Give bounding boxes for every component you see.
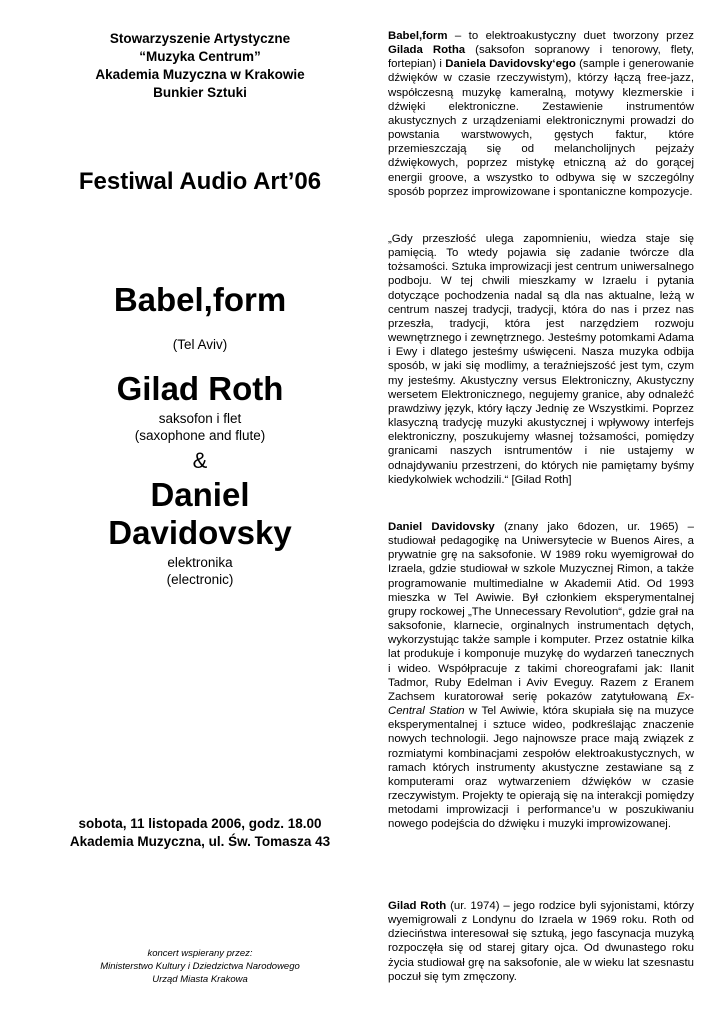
artist2-instr-en: (electronic) xyxy=(166,572,234,587)
organizer-line: Bunkier Sztuki xyxy=(153,85,247,100)
poster-left-column xyxy=(40,30,360,985)
event-venue: Akademia Muzyczna, ul. Św. Tomasza 43 xyxy=(69,834,331,849)
artist2-name-line2: Davidovsky xyxy=(108,514,292,551)
sponsor-intro: koncert wspierany przez: xyxy=(147,948,253,959)
text-run: (sample i generowanie dźwięków w czasie rzeczywistym), którzy łączą free-jazz, współczesną muzykę kameralną, motywy klezmerskie i dźwięki elektroniczne. Zestawienie instrumentów akustycznych z urządzeniami elektronicznymi prowadzi do powstania warstwowych, gęstych faktur, które przemieszczają się od melancholijnych pejzaży dźwiękowych, poprzez mistykę etniczną aż do gorącej energii groove, a wszystko to odbywa się w szczególny sposób poprzez improwizowane i spontaniczne kompozycje. xyxy=(388,58,695,198)
ex-central-station-italic: Ex-Central Station xyxy=(388,690,694,718)
paragraph-gilad-bio xyxy=(388,899,694,984)
organizers xyxy=(40,30,360,102)
band-name: Babel,form xyxy=(113,281,287,318)
artist1-instr-en: (saxophone and flute) xyxy=(134,428,266,443)
event-date: sobota, 11 listopada 2006, godz. 18.00 xyxy=(78,816,322,831)
artist1-instr-pl: saksofon i flet xyxy=(158,411,242,426)
artist2-name-line1: Daniel xyxy=(150,476,250,513)
artist2-instruments xyxy=(40,554,360,588)
gilad-bold: Gilada Rotha xyxy=(388,44,466,57)
artist1-instruments xyxy=(40,410,360,444)
sponsor-ministry: Ministerstwo Kultury i Dziedzictwa Narodowego xyxy=(100,961,300,972)
daniel-name-bold: Daniel Davidovsky xyxy=(388,521,495,533)
text-run: (znany jako 6dozen, ur. 1965) – studiował pedagogikę na Uniwersytecie w Buenos Aires, a prywatnie grę na saksofonie. W 1989 roku wyemigrował do Izraela, gdzie studiował w szkole Muzycznej Rimon, a także programowanie multimedialne w Akademii Atid. Od 1993 mieszka w Tel Awiwie. Był członkiem eksperymentalnej grupy rockowej „The Unnecessary Revolution“, gdzie grał na saksofonie, klarnecie, orginalnych instrumentach dętych, wykorzystując także sample i komputer. Przez ostatnie kilka lat produkuje i komponuje muzykę do wydarzeń tanecznych i wideo. Współpracuje z takimi choreografami jak: Ilanit Tadmor, Ruby Edelman i Aviv Eveguy. Razem z Eranem Zachsem kuratorował serię pokazów zatytułowaną xyxy=(388,521,694,703)
daniel-bold: Daniela Davidovsky‘ego xyxy=(445,58,576,71)
festival-title: Festiwal Audio Art’06 xyxy=(78,168,322,195)
artist2-name xyxy=(40,476,360,552)
text-run: (saksofon sopranowy i tenorowy, flety, fortepian) i xyxy=(388,44,694,71)
ampersand: & xyxy=(192,448,208,473)
sponsors xyxy=(40,947,360,986)
organizer-line: “Muzyka Centrum” xyxy=(139,49,261,64)
text-run: (ur. 1974) – jego rodzice byli syjonistami, którzy wyemigrowali z Londynu do Izraela w 1969 roku. Roth od dzieciństwa interesował się sztuką, jego fascynacja muzyką rozpoczęła się od starej gitary ojca. Od dwunastego roku życia studiował grę na saksofonie, ale w wieku lat szesnastu poczuł się tym zmęczony. xyxy=(388,900,694,983)
text-run: w Tel Awiwie, która skupiała się na muzyce eksperymentalnej i sztuce wideo, podkreślając znaczenie nowych technologii. Jego najnowsze prace mają związek z rozmiatymi kombinacjami zespołów elektroakustycznych, w ramach których instrumenty akustyczne zestawiane są z komputerami oraz wytwarzeniem dźwięków w czasie rzeczywistym. Projekty te opierają się na interakcji pomiędzy metodami improwizacji i performance’u w poszukiwaniu nowego podejścia do dźwięku i muzyki improwizowanej. xyxy=(388,705,694,831)
sponsor-city: Urząd Miasta Krakowa xyxy=(152,974,248,985)
paragraph-about-band xyxy=(388,29,694,199)
artist2-instr-pl: elektronika xyxy=(167,555,233,570)
text-run: – to elektroakustyczny duet tworzony przez xyxy=(447,30,694,42)
band-name-bold: Babel,form xyxy=(388,30,448,42)
organizer-line: Akademia Muzyczna w Krakowie xyxy=(95,67,305,82)
paragraph-quote: „Gdy przeszłość ulega zapomnieniu, wiedza staje się pamięcią. To wtedy pojawia się zadanie twórcze dla tożsamości. Sztuka improwizacji jest centrum uniwersalnego podboju. W tej chwili mieszkamy w Izraelu i pytania dotyczące pochodzenia nadal są dla nas aktualne, leżą w centrum naszej tradycji, tradycji, która do nas i przez nas przeszła, tradycji, która jest narzędziem rozwoju wewnętrznego i zewnętrznego. Jesteśmy potomkami Adama i Ewy i dlatego jesteśmy uświęceni. Nasza muzyka odbija sposób, w jaki się modlimy, a teraźniejszość jest tym, czym my jesteśmy. Akustyczny versus Elektroniczny, Akustyczny wersetem Elektronicznego, negujemy granice, aby odnaleźć prawdziwy język, który łączy Jednię ze Wszystkimi. Poprzez klasyczną tradycję muzyki akustycznej i wpływowy interfejs elektroniczny, poszukujemy własnej tożsamości, pomiędzy granicami naszych isntrumentów i nie ustajemy w odnajdywaniu przestrzeni, do których nie pamiętamy byśmy kiedykolwiek wchodzili.“ [Gilad Roth] xyxy=(388,233,694,486)
organizer-line: Stowarzyszenie Artystyczne xyxy=(109,31,291,46)
paragraph-daniel-bio xyxy=(388,520,694,831)
band-city: (Tel Aviv) xyxy=(172,337,228,352)
artist1-name: Gilad Roth xyxy=(116,370,284,407)
gilad-name-bold: Gilad Roth xyxy=(388,900,447,912)
event-details xyxy=(34,815,366,851)
